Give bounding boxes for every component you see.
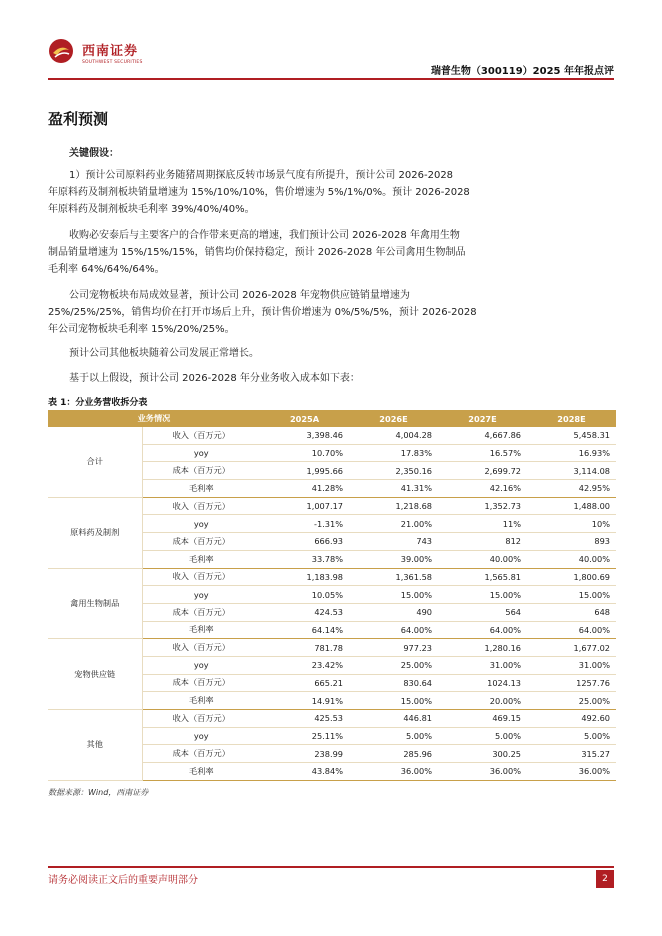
metric-label: 成本（百万元） [142,462,260,480]
table-cell: 23.42% [260,656,349,674]
table-cell: 42.16% [438,480,527,498]
paragraph-line: 25%/25%/25%，销售均价在打开市场后上升，预计售价增速为 0%/5%/5%，预计 2026-2028 [48,307,477,318]
table-cell: 300.25 [438,745,527,763]
table-cell: 1,280.16 [438,639,527,657]
table-cell: 41.28% [260,480,349,498]
paragraph-line: 收购必安泰后与主要客户的合作带来更高的增速，我们预计公司 2026-2028 年禽用生物 [69,230,460,241]
header-divider [48,78,614,80]
table-cell: 446.81 [349,710,438,728]
column-header: 业务情况 [48,410,260,427]
table-cell: 41.31% [349,480,438,498]
table-cell: 5.00% [349,727,438,745]
paragraph-line: 制品销量增速为 15%/15%/15%，销售均价保持稳定，预计 2026-2028 年公司禽用生物制品 [48,247,466,258]
table-cell: 15.00% [349,692,438,710]
table-cell: 1,565.81 [438,568,527,586]
paragraph-line: 预计公司其他板块随着公司发展正常增长。 [69,348,259,359]
segment-label: 禽用生物制品 [48,568,142,639]
table-cell: 11% [438,515,527,533]
table-cell: 2,699.72 [438,462,527,480]
table-cell: 1,677.02 [527,639,616,657]
table-cell: 64.14% [260,621,349,639]
paragraph-poultry [48,227,492,278]
table-cell: 424.53 [260,603,349,621]
segment-label: 合计 [48,427,142,497]
table-cell: 490 [349,603,438,621]
paragraph-summary [48,370,492,387]
metric-label: 收入（百万元） [142,568,260,586]
footer-disclaimer: 请务必阅读正文后的重要声明部分 [48,875,198,886]
metric-label: 成本（百万元） [142,603,260,621]
table-cell: 4,667.86 [438,427,527,444]
table-row [48,568,616,586]
table-cell: 31.00% [527,656,616,674]
table-cell: 5,458.31 [527,427,616,444]
table-cell: 1,800.69 [527,568,616,586]
metric-label: 成本（百万元） [142,745,260,763]
table-cell: -1.31% [260,515,349,533]
table-cell: 648 [527,603,616,621]
paragraph-line: 1）预计公司原料药业务随猪周期探底反转市场景气度有所提升，预计公司 2026-2028 [69,170,454,181]
table-cell: 14.91% [260,692,349,710]
data-source-note: 数据来源：Wind，西南证券 [48,788,149,797]
table-cell: 1024.13 [438,674,527,692]
table-cell: 1,995.66 [260,462,349,480]
segment-label: 原料药及制剂 [48,497,142,568]
table-cell: 665.21 [260,674,349,692]
table-cell: 20.00% [438,692,527,710]
company-logo-icon [48,38,74,64]
table-cell: 2,350.16 [349,462,438,480]
metric-label: 毛利率 [142,763,260,781]
table-cell: 1,352.73 [438,497,527,515]
table-cell: 425.53 [260,710,349,728]
metric-label: yoy [142,586,260,604]
table-cell: 4,004.28 [349,427,438,444]
table-cell: 31.00% [438,656,527,674]
table-cell: 812 [438,533,527,551]
table-cell: 39.00% [349,550,438,568]
table-row [48,639,616,657]
segment-label: 宠物供应链 [48,639,142,710]
table-row [48,427,616,444]
company-name: 西南证券 [82,44,139,59]
table-cell: 315.27 [527,745,616,763]
paragraph-api [48,167,492,218]
table-cell: 64.00% [438,621,527,639]
table-cell: 666.93 [260,533,349,551]
paragraph-line: 基于以上假设，预计公司 2026-2028 年分业务收入成本如下表： [69,373,360,384]
table-cell: 10.70% [260,444,349,462]
table-cell: 1,183.98 [260,568,349,586]
table-row [48,497,616,515]
table-cell: 16.93% [527,444,616,462]
table-cell: 42.95% [527,480,616,498]
table-cell: 830.64 [349,674,438,692]
footer-divider [48,866,614,868]
table-cell: 3,114.08 [527,462,616,480]
paragraph-line: 毛利率 64%/64%/64%。 [48,264,165,275]
metric-label: 毛利率 [142,550,260,568]
metric-label: yoy [142,727,260,745]
metric-label: 成本（百万元） [142,533,260,551]
paragraph-line: 年原料药及制剂板块毛利率 39%/40%/40%。 [48,204,255,215]
table-cell: 1257.76 [527,674,616,692]
metric-label: 毛利率 [142,621,260,639]
column-header: 2026E [349,410,438,427]
metric-label: 收入（百万元） [142,497,260,515]
paragraph-pet [48,287,492,338]
segment-label: 其他 [48,710,142,781]
table-cell: 64.00% [527,621,616,639]
table-cell: 36.00% [349,763,438,781]
column-header: 2025A [260,410,349,427]
table-cell: 15.00% [527,586,616,604]
table-cell: 781.78 [260,639,349,657]
metric-label: yoy [142,515,260,533]
table-caption: 表 1：分业务营收拆分表 [48,398,148,408]
company-subtitle: SOUTHWEST SECURITIES [82,60,143,65]
table-cell: 43.84% [260,763,349,781]
paragraph-other [48,345,492,362]
metric-label: 收入（百万元） [142,427,260,444]
table-cell: 64.00% [349,621,438,639]
table-cell: 10.05% [260,586,349,604]
table-cell: 893 [527,533,616,551]
table-cell: 17.83% [349,444,438,462]
table-cell: 25.00% [349,656,438,674]
paragraph-line: 年原料药及制剂板块销量增速为 15%/10%/10%，售价增速为 5%/1%/0%。预计 2026-2028 [48,187,470,198]
table-cell: 25.00% [527,692,616,710]
table-cell: 40.00% [438,550,527,568]
table-cell: 5.00% [527,727,616,745]
table-cell: 36.00% [438,763,527,781]
metric-label: 毛利率 [142,692,260,710]
table-cell: 21.00% [349,515,438,533]
table-cell: 16.57% [438,444,527,462]
table-cell: 238.99 [260,745,349,763]
metric-label: 收入（百万元） [142,710,260,728]
section-title: 盈利预测 [48,110,109,128]
table-cell: 564 [438,603,527,621]
table-cell: 469.15 [438,710,527,728]
table-cell: 492.60 [527,710,616,728]
page-number: 2 [596,870,614,888]
report-title: 瑞普生物（300119）2025 年年报点评 [430,66,614,77]
table-cell: 1,488.00 [527,497,616,515]
metric-label: yoy [142,656,260,674]
metric-label: 收入（百万元） [142,639,260,657]
table-cell: 285.96 [349,745,438,763]
table-cell: 1,007.17 [260,497,349,515]
table-cell: 33.78% [260,550,349,568]
table-cell: 3,398.46 [260,427,349,444]
key-assumptions-heading: 关键假设： [69,148,119,159]
table-cell: 40.00% [527,550,616,568]
metric-label: yoy [142,444,260,462]
table-cell: 1,361.58 [349,568,438,586]
table-cell: 1,218.68 [349,497,438,515]
table-cell: 36.00% [527,763,616,781]
paragraph-line: 公司宠物板块布局成效显著，预计公司 2026-2028 年宠物供应链销量增速为 [69,290,410,301]
table-cell: 743 [349,533,438,551]
table-cell: 977.23 [349,639,438,657]
metric-label: 毛利率 [142,480,260,498]
revenue-breakdown-table [48,410,616,781]
table-cell: 15.00% [349,586,438,604]
table-header-row [48,410,616,427]
paragraph-line: 年公司宠物板块毛利率 15%/20%/25%。 [48,324,235,335]
column-header: 2028E [527,410,616,427]
table-cell: 10% [527,515,616,533]
metric-label: 成本（百万元） [142,674,260,692]
table-cell: 15.00% [438,586,527,604]
table-cell: 25.11% [260,727,349,745]
table-row [48,710,616,728]
table-cell: 5.00% [438,727,527,745]
column-header: 2027E [438,410,527,427]
